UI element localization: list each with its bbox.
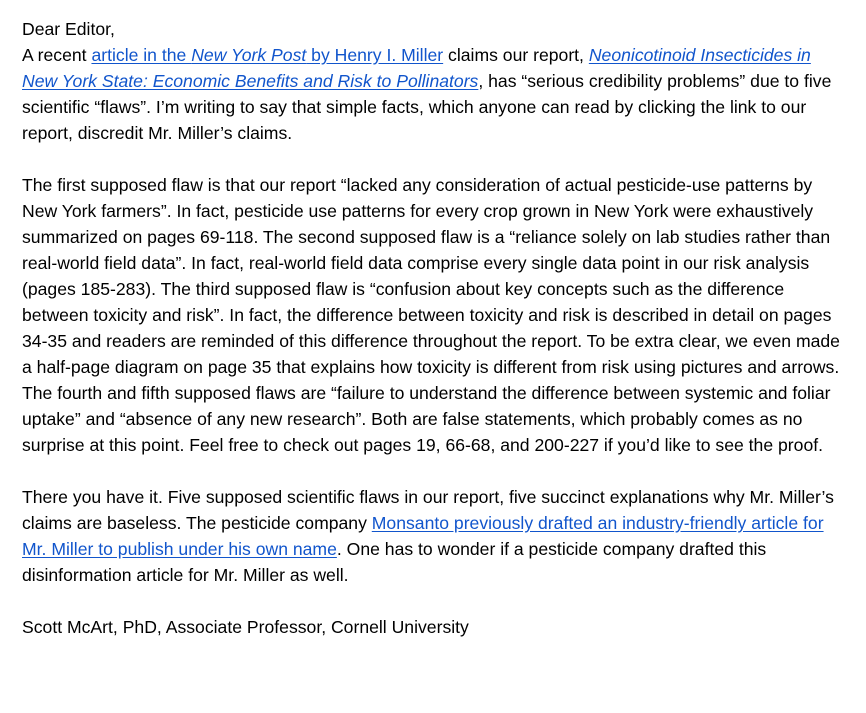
paragraph-spacer <box>22 146 848 172</box>
ny-post-link-text-2: by Henry I. Miller <box>306 45 444 65</box>
paragraph-conclusion <box>22 484 848 588</box>
paragraph-spacer <box>22 588 848 614</box>
conclusion-text-2: . One has to wonder if a pesticide company drafted this disinformation article for Mr. Miller as well. <box>22 539 767 585</box>
signature: Scott McArt, PhD, Associate Professor, Cornell University <box>22 617 469 637</box>
intro-text-2: claims our report, <box>443 45 589 65</box>
monsanto-article-link[interactable]: Monsanto previously drafted an industry-friendly article for Mr. Miller to publish under his own name <box>22 513 824 559</box>
report-link[interactable]: Neonicotinoid Insecticides in New York State: Economic Benefits and Risk to Pollinators <box>22 45 811 91</box>
conclusion-text-1: There you have it. Five supposed scientific flaws in our report, five succinct explanations why Mr. Miller’s claims are baseless. The pesticide company <box>22 487 834 533</box>
paragraph-intro <box>22 42 848 146</box>
paragraph-flaws: The first supposed flaw is that our report “lacked any consideration of actual pesticide-use patterns by New York farmers”. In fact, pesticide use patterns for every crop grown in New York were exhaustively summarized on pages 69-118. The second supposed flaw is a “reliance solely on lab studies rather than real-world field data”. In fact, real-world field data comprise every single data point in our risk analysis (pages 185-283). The third supposed flaw is “confusion about key concepts such as the difference between toxicity and risk”. In fact, the difference between toxicity and risk is described in detail on pages 34-35 and readers are reminded of this difference throughout the report. To be extra clear, we even made a half-page diagram on page 35 that explains how toxicity is different from risk using pictures and arrows. The fourth and fifth supposed flaws are “failure to understand the difference between systemic and foliar uptake” and “absence of any new research”. Both are false statements, which probably comes as no surprise at this point. Feel free to check out pages 19, 66-68, and 200-227 if you’d like to see the proof. <box>22 175 840 455</box>
ny-post-link-text-1: article in the <box>91 45 192 65</box>
intro-text-1: A recent <box>22 45 92 65</box>
intro-text-3: , has “serious credibility problems” due to five scientific “flaws”. I’m writing to say that simple facts, which anyone can read by clicking the link to our report, discredit Mr. Miller’s claims. <box>22 71 832 143</box>
letter-body <box>22 16 848 640</box>
paragraph-spacer <box>22 458 848 484</box>
salutation: Dear Editor, <box>22 19 115 39</box>
ny-post-article-link[interactable] <box>91 45 443 65</box>
ny-post-link-publication: New York Post <box>191 45 307 65</box>
